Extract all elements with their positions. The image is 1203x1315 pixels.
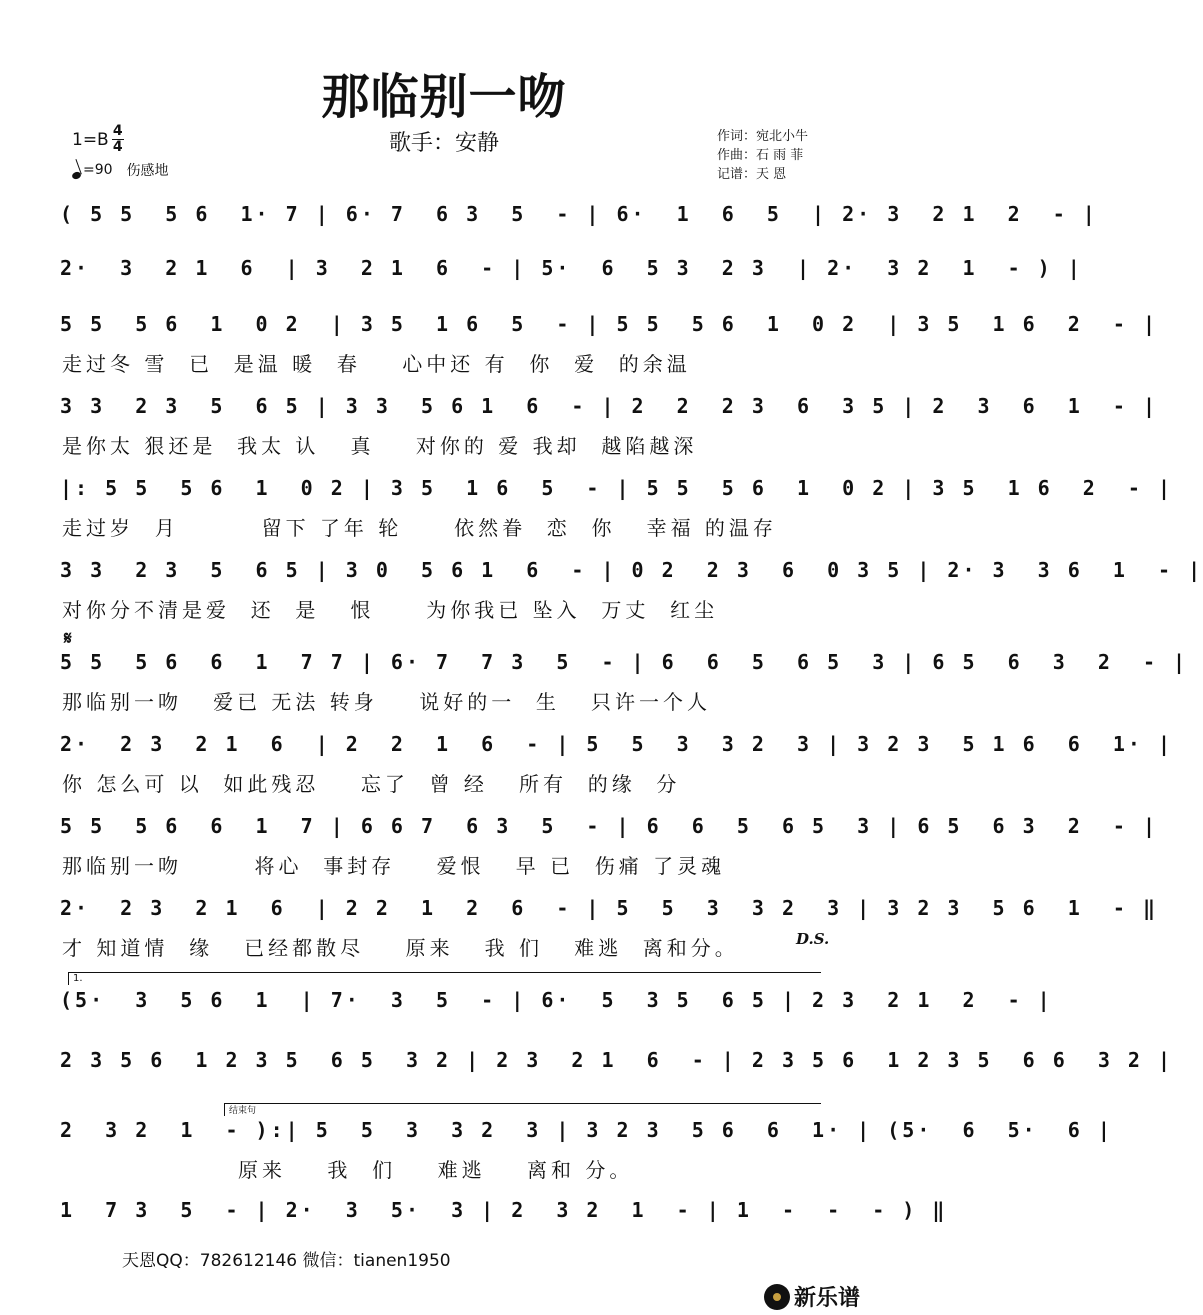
- notation-line-4: 3 3 2 3 5 6 5 | 3 3 5 6 1 6 - | 2 2 2 3 6 3 5 | 2 3 6 1 - |: [60, 394, 1158, 418]
- lyric-line-8: 才 知道情 缘 已经都散尽 原来 我 们 难逃 离和分。: [62, 936, 739, 960]
- notation-line-12: 2 3 5 6 1 2 3 5 6 5 3 2 | 2 3 2 1 6 - | 2 3 5 6 1 2 3 5 6 6 3 2 |: [60, 1048, 1174, 1072]
- lyric-line-3: 走过岁 月 留下 了年 轮 依然眷 恋 你 幸福 的温存: [62, 516, 777, 540]
- lyric-line-5: 那临别一吻 爱已 无法 转身 说好的一 生 只许一个人: [62, 690, 712, 714]
- notation-line-1: ( 5 5 5 6 1· 7 | 6· 7 6 3 5 - | 6· 1 6 5 | 2· 3 2 1 2 - |: [60, 202, 1098, 226]
- contact-info: 天恩QQ：782612146 微信：tianen1950: [122, 1251, 451, 1271]
- volta-bracket-1: [68, 972, 821, 985]
- segno-sign: 𝄋: [64, 628, 72, 649]
- credits: [717, 127, 808, 184]
- notation-line-9: 5 5 5 6 6 1 7 | 6 6 7 6 3 5 - | 6 6 5 6 5 3 | 6 5 6 3 2 - |: [60, 814, 1158, 838]
- notation-line-8: 2· 2 3 2 1 6 | 2 2 1 6 - | 5 5 3 3 2 3 | 3 2 3 5 1 6 6 1· |: [60, 732, 1174, 756]
- tempo-value: =90: [83, 162, 113, 178]
- lyric-line-4: 对你分不清是爱 还 是 恨 为你我已 坠入 万丈 红尘: [62, 598, 719, 622]
- record-disc-icon: [764, 1284, 790, 1310]
- notation-line-11: (5· 3 5 6 1 | 7· 3 5 - | 6· 5 3 5 6 5 | 2 3 2 1 2 - |: [60, 988, 1053, 1012]
- time-signature-bottom: 4: [112, 139, 123, 155]
- singer-label: 歌手：安静: [388, 131, 499, 156]
- tempo-marking: [72, 160, 169, 180]
- notation-line-10: 2· 2 3 2 1 6 | 2 2 1 2 6 - | 5 5 3 3 2 3 | 3 2 3 5 6 1 - ‖: [60, 896, 1158, 920]
- lyric-line-2: 是你太 狠还是 我太 认 真 对你的 爱 我却 越陷越深: [62, 434, 698, 458]
- notation-line-5: |: 5 5 5 6 1 0 2 | 3 5 1 6 5 - | 5 5 5 6 1 0 2 | 3 5 1 6 2 - |: [60, 476, 1174, 500]
- volta-1-label: 1.: [73, 973, 83, 984]
- notation-line-6: 3 3 2 3 5 6 5 | 3 0 5 6 1 6 - | 0 2 2 3 6 0 3 5 | 2· 3 3 6 1 - |: [60, 558, 1203, 582]
- page-title: 那临别一吻: [321, 69, 567, 125]
- volta-bracket-ending: [224, 1103, 821, 1116]
- ds-marking: D.S.: [796, 930, 830, 948]
- time-signature-top: 4: [112, 123, 123, 139]
- transcriber: 记谱：天 恩: [717, 167, 787, 182]
- volta-ending-label: 结束句: [229, 1106, 257, 1116]
- lyricist: 作词：宛北小牛: [717, 129, 809, 144]
- lyric-line-7: 那临别一吻 将心 事封存 爱恨 早 已 伤痛 了灵魂: [62, 854, 726, 878]
- quarter-note-icon: [71, 170, 82, 180]
- lyric-line-1: 走过冬 雪 已 是温 暖 春 心中还 有 你 爱 的余温: [62, 352, 691, 376]
- notation-line-3: 5 5 5 6 1 0 2 | 3 5 1 6 5 - | 5 5 5 6 1 0 2 | 3 5 1 6 2 - |: [60, 312, 1158, 336]
- lyric-line-6: 你 怎么可 以 如此残忍 忘了 曾 经 所有 的缘 分: [62, 772, 681, 796]
- site-logo: [764, 1281, 860, 1312]
- notation-line-13: 2 3 2 1 - ):| 5 5 3 3 2 3 | 3 2 3 5 6 6 1· | (5· 6 5· 6 |: [60, 1118, 1113, 1142]
- composer: 作曲：石 雨 菲: [717, 148, 804, 163]
- notation-line-2: 2· 3 2 1 6 | 3 2 1 6 - | 5· 6 5 3 2 3 | 2· 3 2 1 - ) |: [60, 256, 1083, 280]
- notation-line-7: 5 5 5 6 6 1 7 7 | 6· 7 7 3 5 - | 6 6 5 6 5 3 | 6 5 6 3 2 - |: [60, 650, 1189, 674]
- logo-text: 新乐谱: [794, 1286, 861, 1311]
- notation-line-14: 1 7 3 5 - | 2· 3 5· 3 | 2 3 2 1 - | 1 - - - ) ‖: [60, 1198, 948, 1222]
- key-signature: [72, 124, 124, 155]
- time-signature: [112, 124, 124, 155]
- mood-label: 伤感地: [126, 163, 169, 179]
- lyric-line-9: 原来 我 们 难逃 离和 分。: [238, 1158, 634, 1182]
- key-label: 1=B: [72, 129, 109, 150]
